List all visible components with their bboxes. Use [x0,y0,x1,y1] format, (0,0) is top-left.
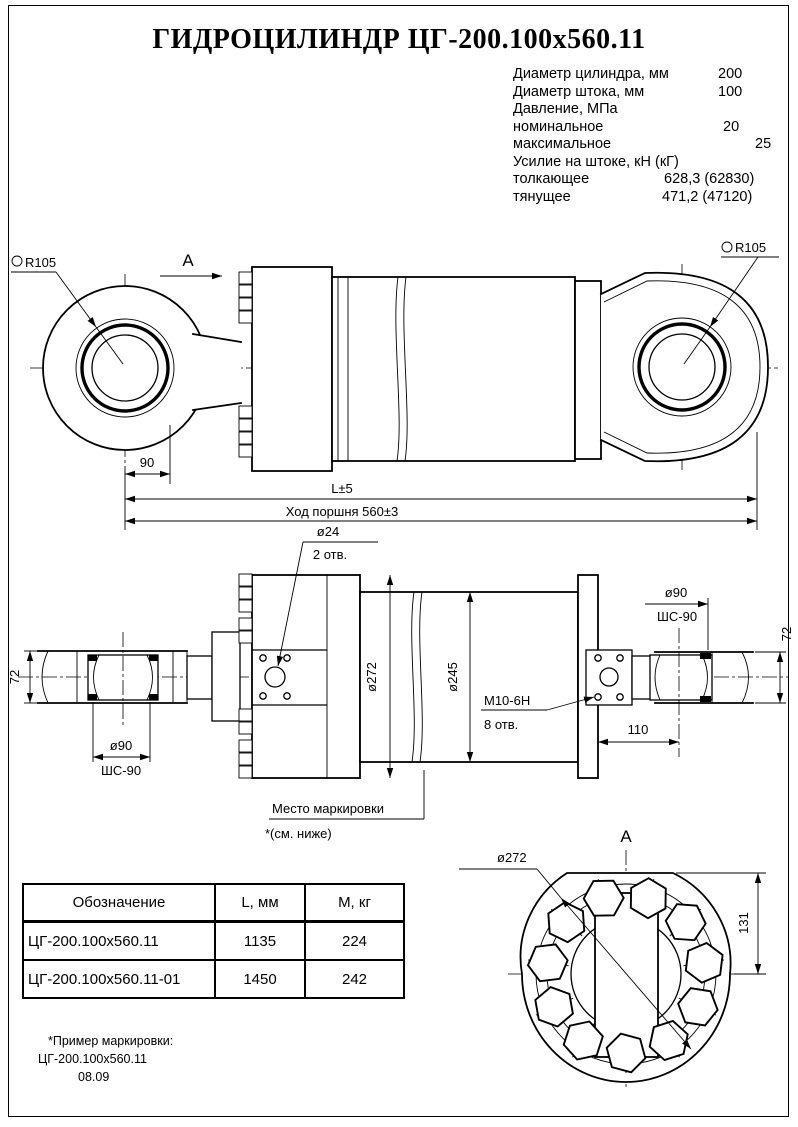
footnote-line: *Пример маркировки: [48,1034,174,1048]
svg-text:72: 72 [7,669,22,685]
spec-row: номинальное 20 [513,118,740,135]
marking-note [265,770,424,841]
dimension-72-right [755,627,794,703]
svg-text:R105: R105 [735,240,767,255]
svg-text:ø90: ø90 [664,585,688,600]
dimension-dia90-right [645,585,708,650]
svg-text:L±5: L±5 [331,481,353,496]
cylinder-section-view [7,524,794,841]
sphere-symbol-icon [12,256,22,266]
svg-text:Место маркировки: Место маркировки [272,801,385,816]
svg-text:Ход поршня 560±3: Ход поршня 560±3 [285,504,399,519]
table-header-row [23,884,404,922]
cylinder-side-view [11,240,779,530]
right-rod-end [650,628,753,757]
table-row: ЦГ-200.100х560.11 1135 224 [23,922,404,961]
spec-row: Диаметр цилиндра, мм 200 [513,66,743,82]
view-arrow-label: А [182,251,194,270]
svg-text:ШС-90: ШС-90 [100,763,142,778]
dimension-stroke [125,504,757,521]
spec-row: Диаметр штока, мм 100 [513,83,743,100]
svg-text:R105: R105 [25,255,57,270]
svg-text:90: 90 [139,455,155,470]
svg-text:2 отв.: 2 отв. [312,547,348,562]
svg-text:ø24: ø24 [316,524,340,539]
footnote-line: ЦГ-200.100х560.11 [38,1052,147,1066]
table-header: М, кг [305,884,404,922]
spec-row: максимальное 25 [513,136,772,152]
spec-row: Давление, МПа [513,101,618,117]
footnote-line: 08.09 [78,1070,110,1084]
gland-bolts-section [239,574,252,778]
svg-text:М10-6Н: М10-6Н [484,693,531,708]
svg-text:ø272: ø272 [364,662,379,692]
table-header: L, мм [215,884,305,922]
end-view-a [459,827,766,1090]
drawing-title: ГИДРОЦИЛИНДР ЦГ-200.100х560.11 [152,24,646,55]
view-a-label: А [620,827,632,846]
svg-text:8 отв.: 8 отв. [484,717,519,732]
spec-row: Усилие на штоке, кН (кГ) [513,153,679,170]
spec-row: тянущее 471,2 (47120) [513,188,753,205]
sphere-symbol-icon [722,242,732,252]
dimension-110 [598,722,679,742]
svg-text:ø272: ø272 [497,850,527,865]
svg-text:72: 72 [779,626,794,642]
svg-text:*(см. ниже): *(см. ниже) [265,826,332,841]
left-rod-end [38,632,187,726]
variant-table [22,883,405,999]
svg-text:131: 131 [736,912,751,934]
svg-text:ø90: ø90 [109,738,133,753]
svg-text:110: 110 [627,722,649,737]
dimension-dia90-left [93,702,150,778]
spec-row: толкающее 628,3 (62830) [513,171,755,187]
view-direction-arrow [160,251,222,276]
table-header: Обозначение [23,884,215,922]
svg-text:ШС-90: ШС-90 [656,609,698,624]
marking-example-note [38,1032,173,1086]
table-row: ЦГ-200.100х560.11-01 1450 242 [23,960,404,998]
svg-text:ø245: ø245 [445,662,460,692]
